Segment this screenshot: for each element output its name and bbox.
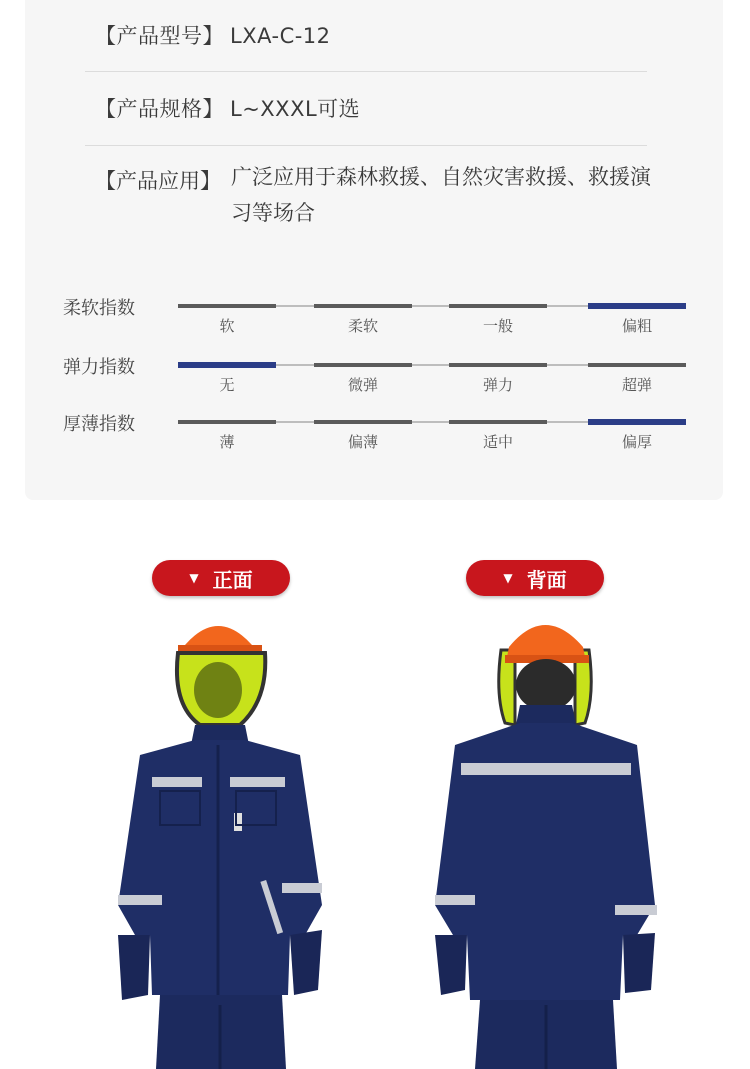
meter-segment [178,420,276,424]
spec-application-label: 【产品应用】 [95,169,221,193]
meter-option: 适中 [482,433,513,451]
back-view-badge [466,560,604,596]
spec-model-value: LXA-C-12 [230,24,331,48]
meter-segment [449,420,547,424]
meter-option: 超弹 [621,376,652,394]
spec-size-value: L~XXXL可选 [230,97,361,121]
spec-model [95,20,331,50]
meter-segment-selected [588,419,686,425]
meter-option: 无 [219,376,235,394]
triangle-down-icon: ▼ [189,571,199,585]
divider [85,145,647,146]
meter-label: 弹力指数 [63,357,135,378]
meter-segment [314,304,412,308]
meter-option: 偏厚 [621,433,652,451]
meter-track [178,364,686,366]
back-suit-photo [425,605,665,1069]
front-suit-photo [100,605,350,1069]
meter-segment [588,363,686,367]
meter-label: 厚薄指数 [63,414,135,435]
meter-option: 薄 [219,433,235,451]
meter-option: 柔软 [347,317,378,335]
meter-option: 偏粗 [621,317,652,335]
meter-segment-selected [178,362,276,368]
meter-option: 一般 [482,317,513,335]
meter-option: 偏薄 [347,433,378,451]
meter-option: 微弹 [347,376,378,394]
triangle-down-icon: ▼ [503,571,513,585]
meter-track [178,305,686,307]
front-view-badge [152,560,290,596]
meter-segment [178,304,276,308]
spec-size [95,93,360,123]
meter-segment-selected [588,303,686,309]
spec-application-value: 广泛应用于森林救援、自然灾害救援、救援演习等场合 [231,165,651,225]
meter-segment [314,363,412,367]
meter-segment [449,363,547,367]
meter-track [178,421,686,423]
meter-segment [449,304,547,308]
spec-model-label: 【产品型号】 [95,24,224,48]
spec-size-label: 【产品规格】 [95,97,224,121]
meter-option: 弹力 [482,376,513,394]
divider [85,71,647,72]
meter-option: 软 [219,317,235,335]
meter-label: 柔软指数 [63,298,135,319]
meter-segment [314,420,412,424]
front-view-label: 正面 [212,567,253,592]
back-view-label: 背面 [526,567,567,592]
